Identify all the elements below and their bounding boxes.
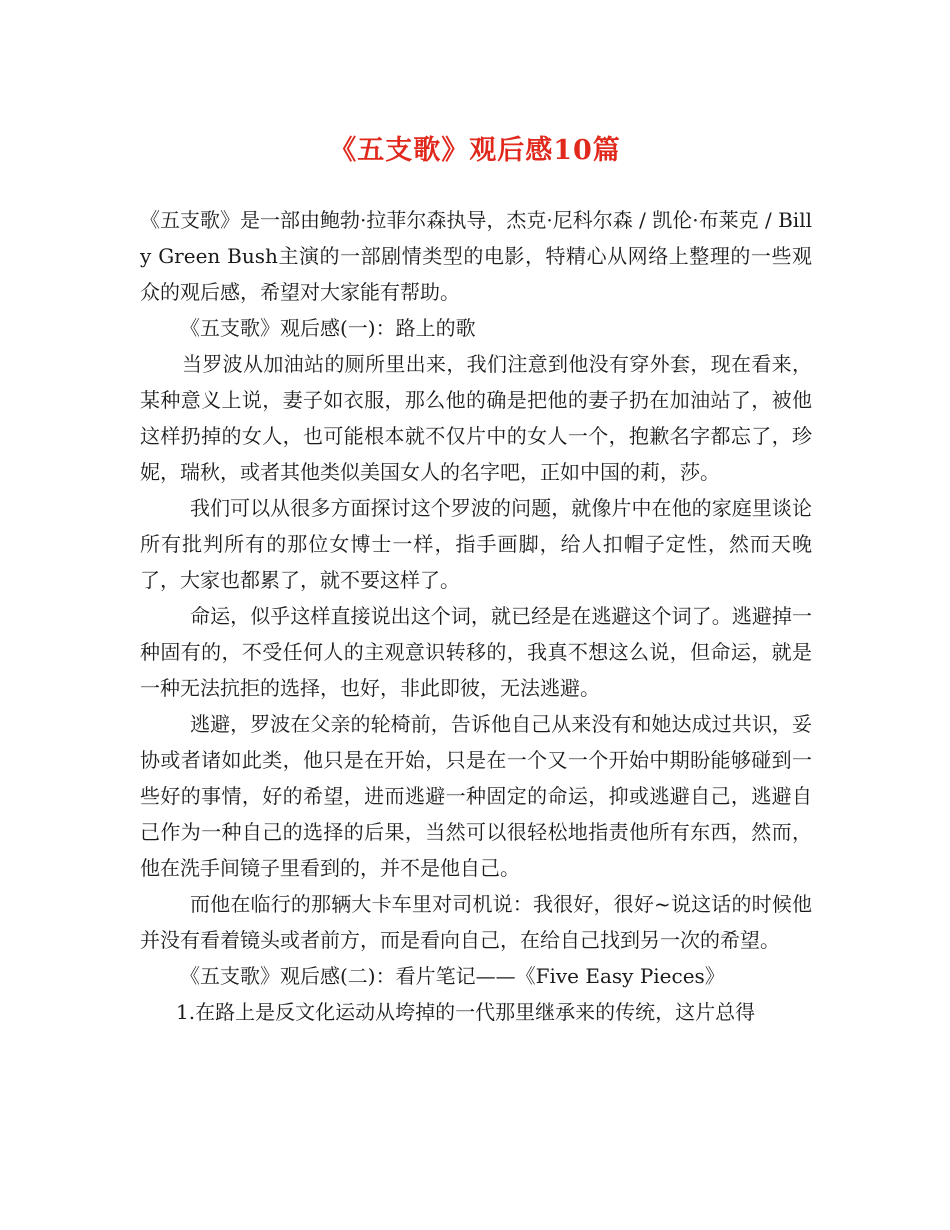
section-1-paragraph: 命运，似乎这样直接说出这个词，就已经是在逃避这个词了。逃避掉一种固有的，不受任何人的主观意识转移的，我真不想这么说，但命运，就是一种无法抗拒的选择，也好，非此即彼，无法逃避。 — [140, 604, 812, 700]
section-1-paragraph: 而他在临行的那辆大卡车里对司机说：我很好，很好~说这话的时候他并没有看着镜头或者前方，而是看向自己，在给自己找到另一次的希望。 — [140, 892, 812, 952]
section-1-paragraph: 逃避，罗波在父亲的轮椅前，告诉他自己从来没有和她达成过共识，妥协或者诸如此类，他只是在开始，只是在一个又一个开始中期盼能够碰到一些好的事情，好的希望，进而逃避一种固定的命运，抑或逃避自己，逃避自己作为一种自己的选择的后果，当然可以很轻松地指责他所有东西，然而，他在洗手间镜子里看到的，并不是他自己。 — [140, 712, 812, 880]
section-1-paragraph: 我们可以从很多方面探讨这个罗波的问题，就像片中在他的家庭里谈论所有批判所有的那位女博士一样，指手画脚，给人扣帽子定性，然而天晚了，大家也都累了，就不要这样了。 — [140, 496, 812, 592]
intro-paragraph: 《五支歌》是一部由鲍勃·拉菲尔森执导，杰克·尼科尔森 / 凯伦·布莱克 / Billy Green Bush主演的一部剧情类型的电影，特精心从网络上整理的一些观众的观后感，希望对大家能有帮助。 — [140, 208, 812, 304]
section-2-heading: 《五支歌》观后感(二)：看片笔记——《Five Easy Pieces》 — [180, 964, 725, 988]
section-1-paragraph: 当罗波从加油站的厕所里出来，我们注意到他没有穿外套，现在看来，某种意义上说，妻子如衣服，那么他的确是把他的妻子扔在加油站了，被他这样扔掉的女人，也可能根本就不仅片中的女人一个，抱歉名字都忘了，珍妮，瑞秋，或者其他类似美国女人的名字吧，正如中国的莉，莎。 — [140, 352, 812, 484]
section-1-heading: 《五支歌》观后感(一)：路上的歌 — [180, 316, 476, 340]
section-2-paragraph: 1.在路上是反文化运动从垮掉的一代那里继承来的传统，这片总得 — [176, 1000, 756, 1024]
document-title: 《五支歌》观后感10篇 — [329, 135, 621, 166]
document-body — [140, 202, 812, 1030]
